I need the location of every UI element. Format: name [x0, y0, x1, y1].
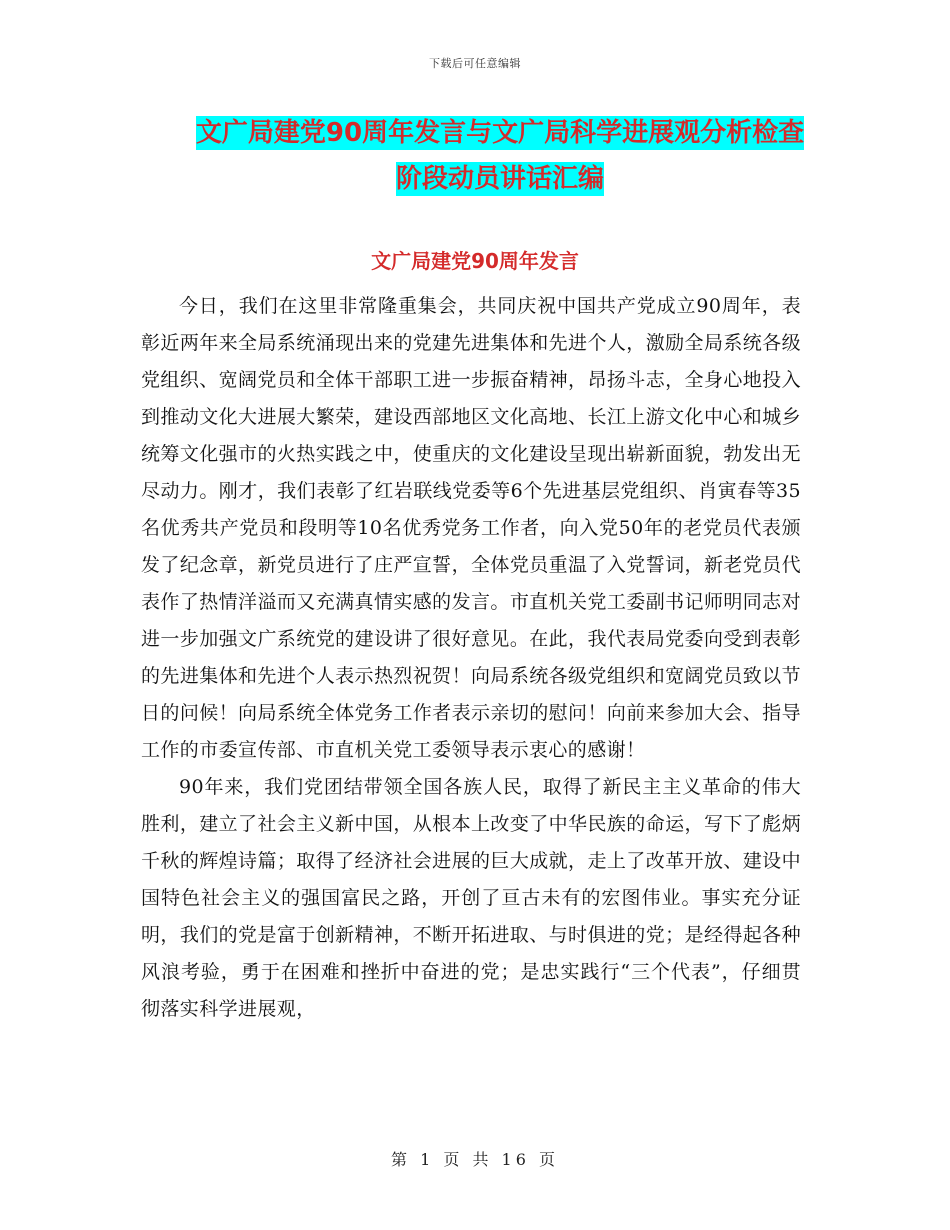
paragraph-1: 今日，我们在这里非常隆重集会，共同庆祝中国共产党成立90周年，表彰近两年来全局系统涌现出来的党建先进集体和先进个人，激励全局系统各级党组织、宽阔党员和全体干部职工进一步振奋精神，昂扬斗志，全身心地投入到推动文化大进展大繁荣，建设西部地区文化高地、长江上游文化中心和城乡统筹文化强市的火热实践之中，使重庆的文化建设呈现出崭新面貌，勃发出无尽动力。刚才，我们表彰了红岩联线党委等6个先进基层党组织、肖寅春等35名优秀共产党员和段明等10名优秀党务工作者，向入党50年的老党员代表颁发了纪念章，新党员进行了庄严宣誓，全体党员重温了入党誓词，新老党员代表作了热情洋溢而又充满真情实感的发言。市直机关党工委副书记师明同志对进一步加强文广系统党的建设讲了很好意见。在此，我代表局党委向受到表彰的先进集体和先进个人表示热烈祝贺！向局系统各级党组织和宽阔党员致以节日的问候！向局系统全体党务工作者表示亲切的慰问！向前来参加大会、指导工作的市委宣传部、市直机关党工委领导表示衷心的感谢！ [141, 295, 801, 761]
document-title [120, 110, 880, 202]
page-number-footer: 第 1 页 共 16 页 [391, 1150, 559, 1169]
paragraph-2: 90年来，我们党团结带领全国各族人民，取得了新民主主义革命的伟大胜利，建立了社会主义新中国，从根本上改变了中华民族的命运，写下了彪炳千秋的辉煌诗篇；取得了经济社会进展的巨大成就，走上了改革开放、建设中国特色社会主义的强国富民之路，开创了亘古未有的宏图伟业。事实充分证明，我们的党是富于创新精神，不断开拓进取、与时俱进的党；是经得起各种风浪考验，勇于在困难和挫折中奋进的党；是忠实践行“三个代表”，仔细贯彻落实科学进展观， [141, 776, 801, 1020]
body-text [141, 288, 801, 1028]
section-title: 文广局建党90周年发言 [371, 249, 579, 273]
header-note: 下载后可任意编辑 [429, 57, 521, 70]
document-title-line-2: 阶段动员讲话汇编 [395, 164, 604, 194]
document-title-line-1: 文广局建党90周年发言与文广局科学进展观分析检查 [195, 118, 805, 148]
